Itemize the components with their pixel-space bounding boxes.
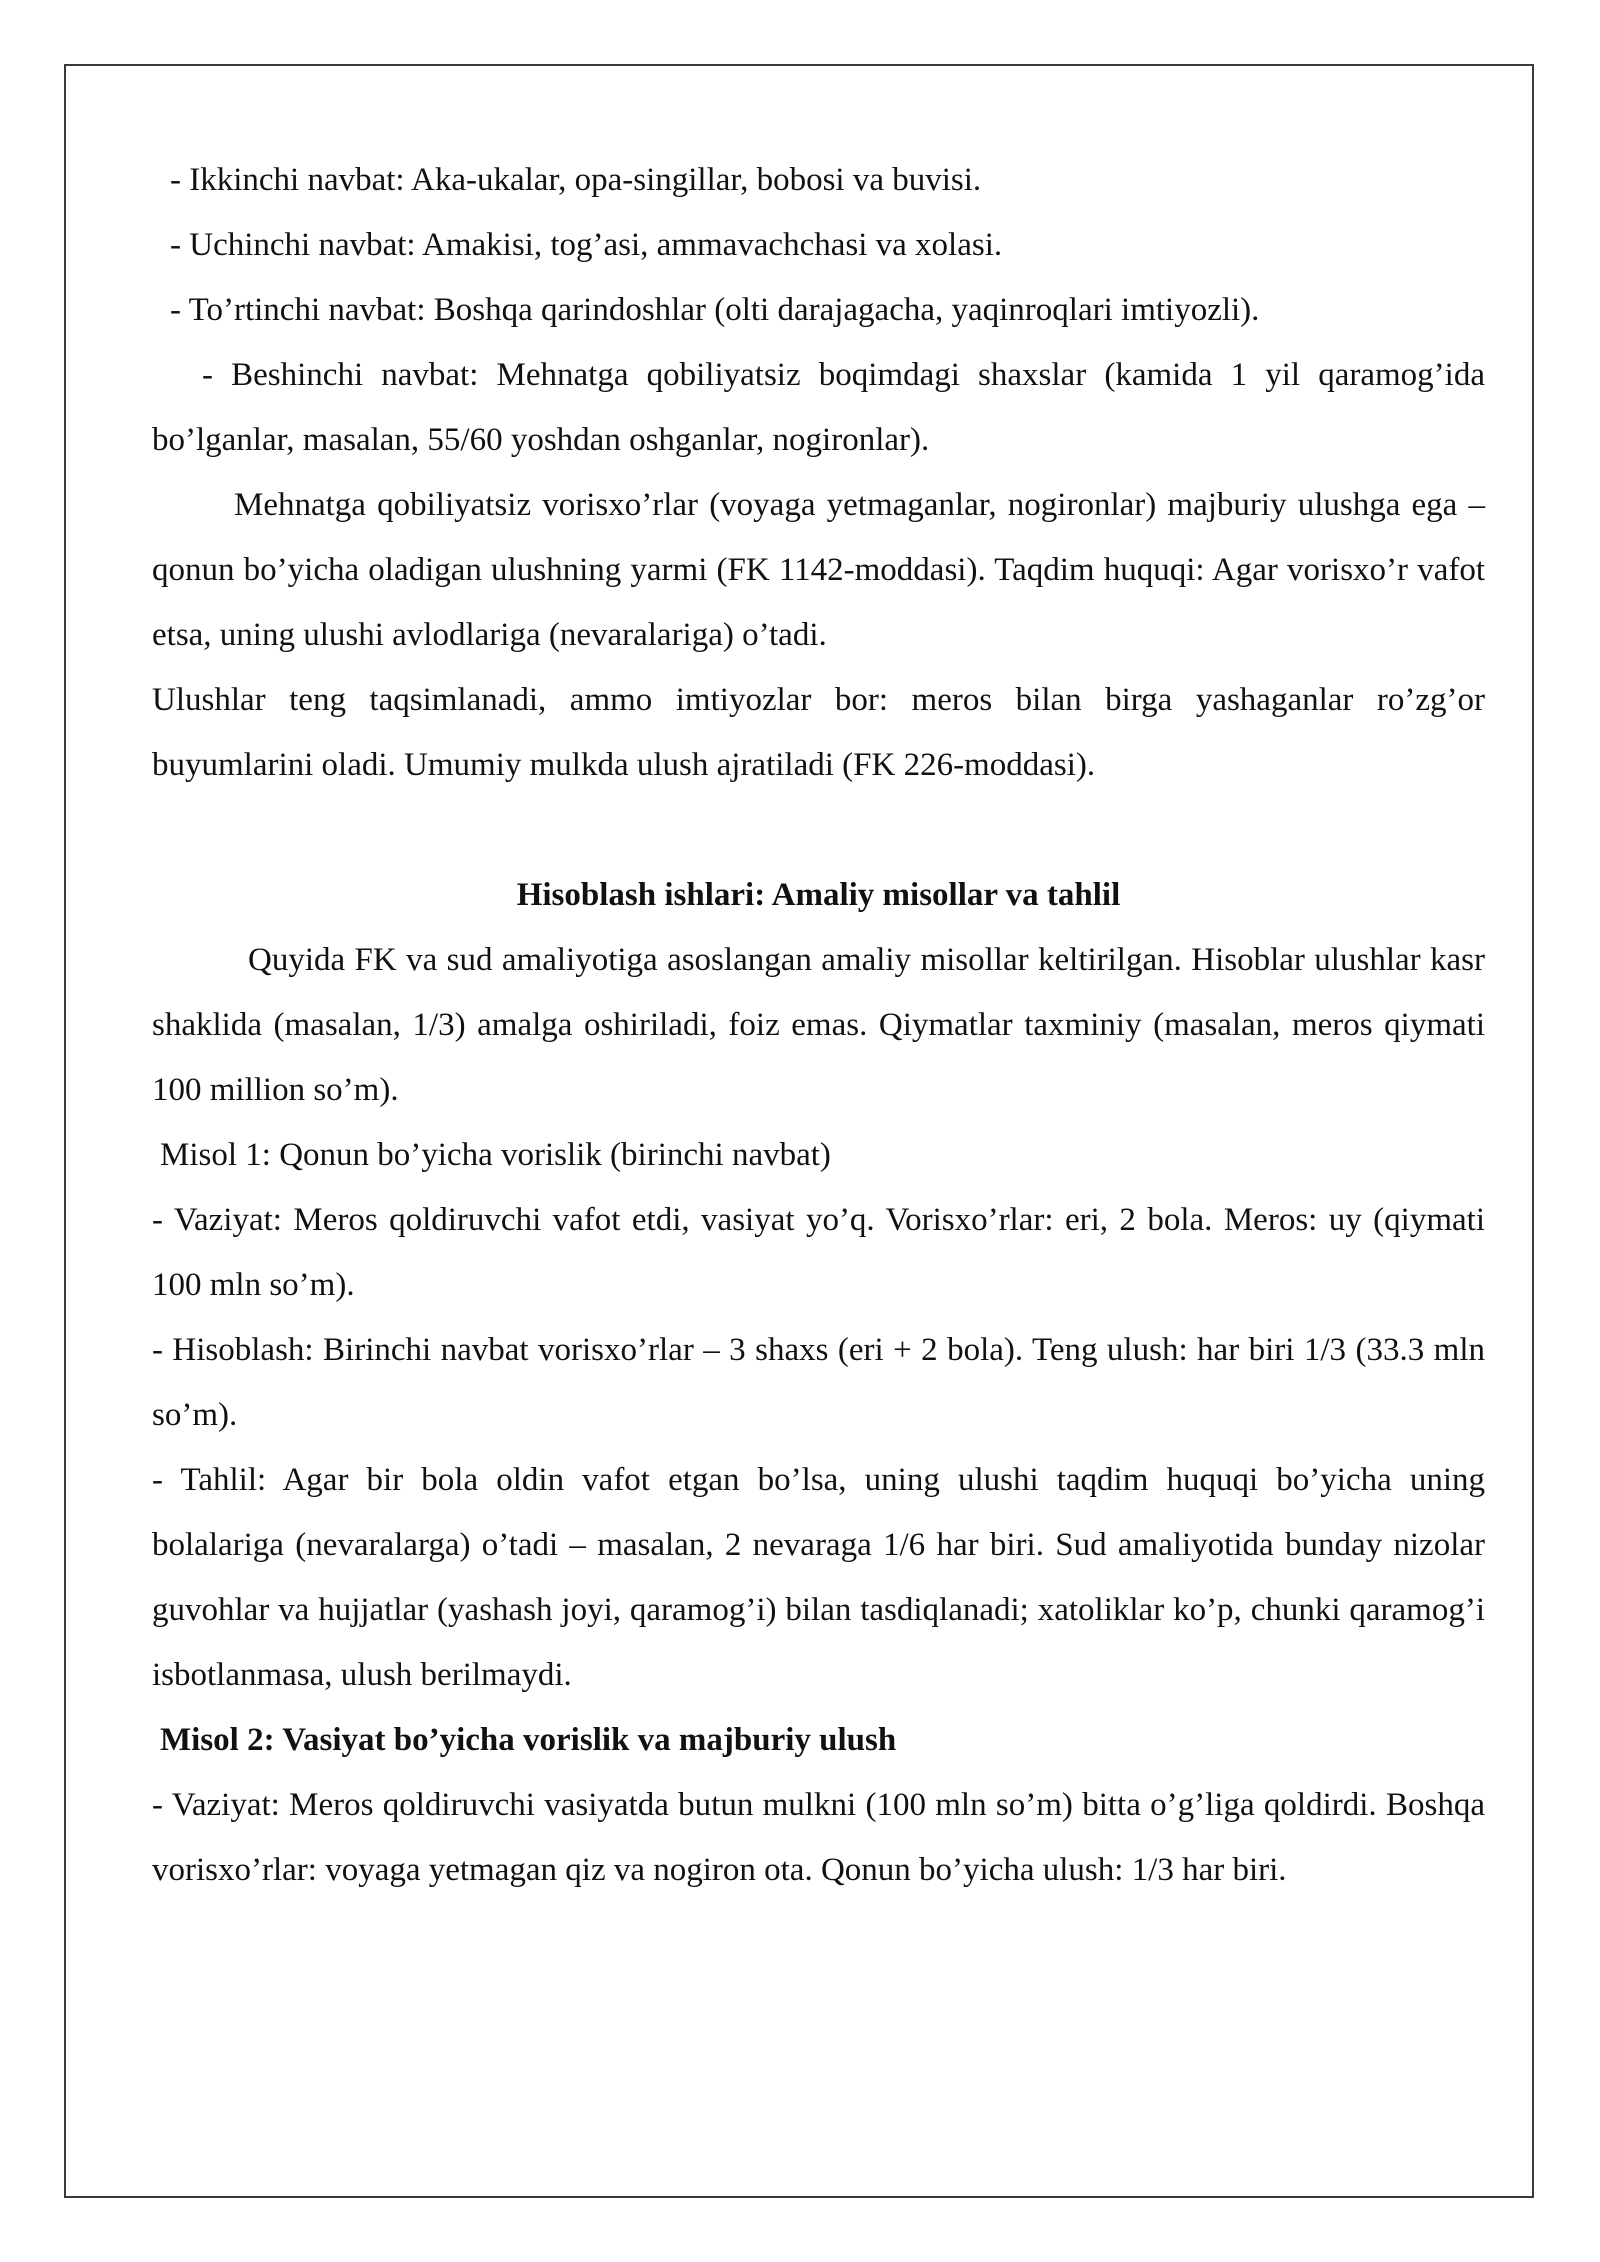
example-1-title: Misol 1: Qonun bo’yicha vorislik (birinchi navbat): [160, 1137, 831, 1173]
example-2-situation: - Vaziyat: Meros qoldiruvchi vasiyatda butun mulkni (100 mln so’m) bitta o’g’liga qoldirdi. Boshqa vorisxo’rlar: voyaga yetmagan qiz va nogiron ota. Qonun bo’yicha ulush: 1/3 har biri.: [152, 1787, 1485, 1888]
paragraph-tortinchi-navbat: - To’rtinchi navbat: Boshqa qarindoshlar (olti darajagacha, yaqinroqlari imtiyozli).: [170, 292, 1260, 328]
section-heading: Hisoblash ishlari: Amaliy misollar va tahlil: [516, 877, 1121, 913]
paragraph-uchinchi-navbat: - Uchinchi navbat: Amakisi, tog’asi, ammavachchasi va xolasi.: [170, 227, 1003, 263]
paragraph-majburiy-ulush: Mehnatga qobiliyatsiz vorisxo’rlar (voyaga yetmaganlar, nogironlar) majburiy ulushga ega – qonun bo’yicha oladigan ulushning yarmi (FK 1142-moddasi). Taqdim huquqi: Agar vorisxo’r vafot etsa, uning ulushi avlodlariga (nevaralariga) o’tadi.: [152, 487, 1485, 653]
paragraph-ulushlar: Ulushlar teng taqsimlanadi, ammo imtiyozlar bor: meros bilan birga yashaganlar ro’zg’or buyumlarini oladi. Umumiy mulkda ulush ajratiladi (FK 226-moddasi).: [152, 682, 1485, 783]
paragraph-beshinchi-navbat: - Beshinchi navbat: Mehnatga qobiliyatsiz boqimdagi shaxslar (kamida 1 yil qaramog’ida bo’lganlar, masalan, 55/60 yoshdan oshganlar, nogironlar).: [152, 357, 1485, 458]
paragraph-ikkinchi-navbat: - Ikkinchi navbat: Aka-ukalar, opa-singillar, bobosi va buvisi.: [170, 162, 982, 198]
example-1-situation: - Vaziyat: Meros qoldiruvchi vafot etdi, vasiyat yo’q. Vorisxo’rlar: eri, 2 bola. Meros: uy (qiymati 100 mln so’m).: [152, 1202, 1485, 1303]
document-body: [152, 148, 1485, 1903]
example-2-title: Misol 2: Vasiyat bo’yicha vorislik va majburiy ulush: [160, 1722, 897, 1758]
paragraph-intro: Quyida FK va sud amaliyotiga asoslangan amaliy misollar keltirilgan. Hisoblar ulushlar kasr shaklida (masalan, 1/3) amalga oshiriladi, foiz emas. Qiymatlar taxminiy (masalan, meros qiymati 100 million so’m).: [152, 942, 1485, 1108]
example-1-analysis: - Tahlil: Agar bir bola oldin vafot etgan bo’lsa, uning ulushi taqdim huquqi bo’yicha uning bolalariga (nevaralarga) o’tadi – masalan, 2 nevaraga 1/6 har biri. Sud amaliyotida bunday nizolar guvohlar va hujjatlar (yashash joyi, qaramog’i) bilan tasdiqlanadi; xatoliklar ko’p, chunki qaramog’i isbotlanmasa, ulush berilmaydi.: [152, 1462, 1485, 1693]
example-1-calculation: - Hisoblash: Birinchi navbat vorisxo’rlar – 3 shaxs (eri + 2 bola). Teng ulush: har biri 1/3 (33.3 mln so’m).: [152, 1332, 1485, 1433]
